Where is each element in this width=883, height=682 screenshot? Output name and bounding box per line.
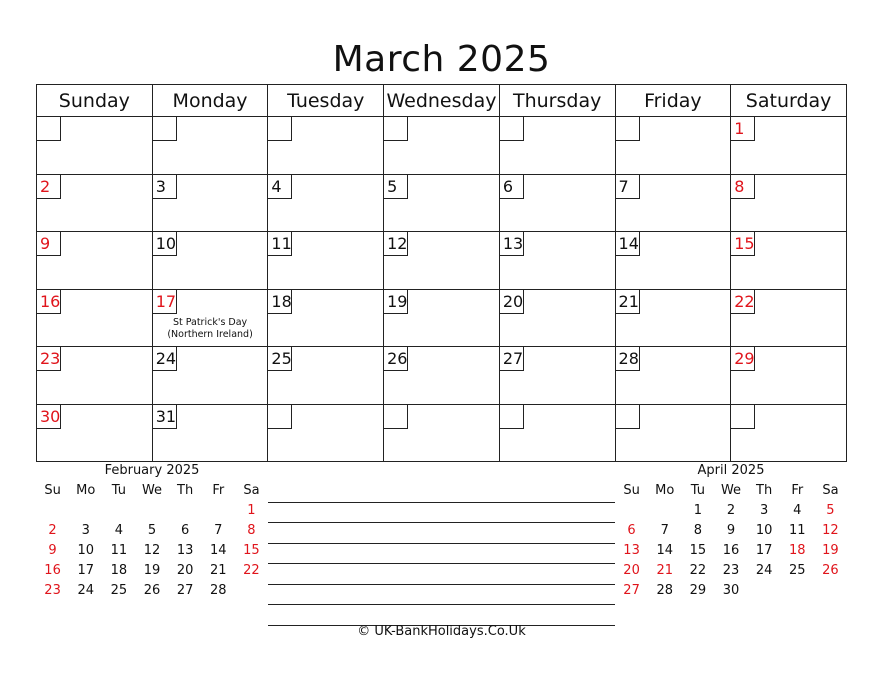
week-row bbox=[37, 347, 847, 405]
day-cell bbox=[37, 289, 153, 347]
day-number: 21 bbox=[616, 290, 640, 314]
mini-day: 18 bbox=[789, 542, 806, 558]
day-number bbox=[153, 117, 177, 141]
day-cell bbox=[152, 404, 268, 462]
week-row bbox=[37, 174, 847, 232]
mini-day: 19 bbox=[822, 542, 839, 558]
mini-calendar-table bbox=[36, 480, 268, 600]
day-number: 31 bbox=[153, 405, 177, 429]
day-number: 23 bbox=[37, 347, 61, 371]
mini-weekday: Fr bbox=[791, 482, 804, 498]
holiday-region: (Northern Ireland) bbox=[167, 328, 253, 340]
day-number bbox=[500, 117, 524, 141]
mini-day: 24 bbox=[755, 562, 773, 578]
mini-day: 22 bbox=[243, 562, 260, 578]
mini-day: 26 bbox=[143, 582, 161, 598]
mini-day: 22 bbox=[689, 562, 707, 578]
day-number: 26 bbox=[384, 347, 408, 371]
mini-day: 24 bbox=[77, 582, 94, 598]
day-cell bbox=[615, 347, 731, 405]
mini-day bbox=[235, 580, 268, 600]
day-number: 5 bbox=[384, 175, 408, 199]
day-number: 1 bbox=[731, 117, 755, 141]
mini-day: 26 bbox=[822, 562, 839, 578]
day-cell bbox=[268, 404, 384, 462]
copyright-footer: © UK-BankHolidays.Co.Uk bbox=[357, 624, 526, 639]
day-number: 13 bbox=[500, 232, 524, 256]
day-cell bbox=[152, 347, 268, 405]
mini-day: 2 bbox=[48, 522, 57, 538]
mini-week-row bbox=[615, 540, 847, 560]
mini-day: 21 bbox=[210, 562, 227, 578]
day-cell bbox=[499, 289, 615, 347]
day-cell bbox=[152, 174, 268, 232]
day-cell bbox=[731, 174, 847, 232]
day-number: 27 bbox=[500, 347, 524, 371]
week-row bbox=[37, 404, 847, 462]
day-number: 14 bbox=[616, 232, 640, 256]
mini-day: 7 bbox=[660, 522, 669, 538]
day-cell bbox=[384, 174, 500, 232]
mini-day: 13 bbox=[623, 542, 640, 558]
note-line bbox=[268, 605, 615, 626]
day-cell bbox=[499, 347, 615, 405]
mini-day: 17 bbox=[77, 562, 94, 578]
day-number bbox=[500, 405, 524, 429]
day-number: 24 bbox=[153, 347, 177, 371]
day-number: 20 bbox=[500, 290, 524, 314]
day-cell bbox=[499, 404, 615, 462]
day-cell bbox=[615, 289, 731, 347]
day-cell bbox=[152, 232, 268, 290]
mini-day: 18 bbox=[110, 562, 128, 578]
day-cell bbox=[731, 232, 847, 290]
notes-lines bbox=[268, 482, 615, 626]
day-number: 15 bbox=[731, 232, 755, 256]
page-title: March 2025 bbox=[332, 39, 551, 80]
weekday-header: Saturday bbox=[731, 85, 847, 117]
day-cell bbox=[731, 289, 847, 347]
week-row bbox=[37, 117, 847, 175]
day-number: 22 bbox=[731, 290, 755, 314]
mini-day: 11 bbox=[789, 522, 806, 538]
mini-day: 15 bbox=[689, 542, 707, 558]
mini-day bbox=[781, 580, 814, 600]
note-line bbox=[268, 503, 615, 524]
mini-weekday: Sa bbox=[243, 482, 260, 498]
mini-day: 28 bbox=[210, 582, 227, 598]
mini-day: 5 bbox=[147, 522, 157, 538]
mini-day: 27 bbox=[176, 582, 194, 598]
day-cell bbox=[615, 174, 731, 232]
mini-day: 6 bbox=[627, 522, 636, 538]
day-cell bbox=[37, 232, 153, 290]
mini-calendar-title: February 2025 bbox=[104, 463, 200, 478]
mini-day bbox=[36, 500, 69, 520]
mini-week-row bbox=[36, 580, 268, 600]
mini-weekday: We bbox=[141, 482, 163, 498]
mini-day: 8 bbox=[693, 522, 702, 538]
day-number bbox=[616, 117, 640, 141]
mini-day: 12 bbox=[822, 522, 839, 538]
weekday-header: Friday bbox=[615, 85, 731, 117]
day-cell bbox=[731, 404, 847, 462]
mini-week-row bbox=[36, 500, 268, 520]
day-number bbox=[268, 405, 292, 429]
day-number bbox=[616, 405, 640, 429]
mini-day: 30 bbox=[722, 582, 740, 598]
weekday-header: Monday bbox=[152, 85, 268, 117]
mini-weekday: Tu bbox=[690, 482, 705, 498]
mini-day: 25 bbox=[110, 582, 128, 598]
mini-day bbox=[69, 500, 102, 520]
mini-weekday: Th bbox=[756, 482, 773, 498]
day-number: 11 bbox=[268, 232, 292, 256]
mini-weekday-row bbox=[615, 480, 847, 500]
mini-day: 29 bbox=[689, 582, 707, 598]
mini-day: 2 bbox=[726, 502, 736, 518]
mini-day bbox=[135, 500, 168, 520]
day-cell bbox=[37, 347, 153, 405]
mini-day: 5 bbox=[826, 502, 835, 518]
day-number: 25 bbox=[268, 347, 292, 371]
mini-day bbox=[748, 580, 781, 600]
day-number: 7 bbox=[616, 175, 640, 199]
mini-week-row bbox=[36, 520, 268, 540]
holiday-note bbox=[153, 317, 268, 341]
day-cell bbox=[268, 117, 384, 175]
mini-weekday: Su bbox=[623, 482, 640, 498]
mini-day bbox=[102, 500, 135, 520]
day-cell bbox=[268, 232, 384, 290]
note-line bbox=[268, 544, 615, 565]
day-number: 10 bbox=[153, 232, 177, 256]
day-cell bbox=[615, 117, 731, 175]
mini-day: 20 bbox=[176, 562, 194, 578]
mini-day: 27 bbox=[623, 582, 640, 598]
mini-day: 3 bbox=[81, 522, 90, 538]
mini-day: 23 bbox=[722, 562, 740, 578]
day-cell bbox=[268, 347, 384, 405]
day-number: 6 bbox=[500, 175, 524, 199]
mini-weekday: Mo bbox=[655, 482, 675, 498]
week-row bbox=[37, 289, 847, 347]
mini-day: 11 bbox=[110, 542, 128, 558]
mini-week-row bbox=[36, 540, 268, 560]
day-number: 4 bbox=[268, 175, 292, 199]
day-number bbox=[731, 405, 755, 429]
mini-week-row bbox=[36, 560, 268, 580]
weekday-header: Tuesday bbox=[268, 85, 384, 117]
mini-week-row bbox=[615, 580, 847, 600]
mini-day bbox=[615, 500, 648, 520]
mini-day: 10 bbox=[77, 542, 94, 558]
day-cell bbox=[384, 117, 500, 175]
mini-day bbox=[814, 580, 847, 600]
mini-weekday: Th bbox=[177, 482, 194, 498]
mini-calendar-table bbox=[615, 480, 847, 600]
day-cell bbox=[268, 174, 384, 232]
day-number: 16 bbox=[37, 290, 61, 314]
note-line bbox=[268, 523, 615, 544]
mini-day bbox=[648, 500, 681, 520]
mini-week-row bbox=[615, 560, 847, 580]
day-number: 8 bbox=[731, 175, 755, 199]
holiday-name: St Patrick's Day bbox=[172, 316, 248, 328]
mini-day: 10 bbox=[755, 522, 773, 538]
day-number: 12 bbox=[384, 232, 408, 256]
day-number bbox=[384, 117, 408, 141]
mini-day: 9 bbox=[726, 522, 736, 538]
mini-weekday-row bbox=[36, 480, 268, 500]
day-number: 17 bbox=[153, 290, 177, 314]
weekday-header-row bbox=[37, 85, 847, 117]
mini-weekday: Sa bbox=[822, 482, 839, 498]
mini-day: 9 bbox=[48, 542, 57, 558]
day-number: 2 bbox=[37, 175, 61, 199]
note-line bbox=[268, 564, 615, 585]
day-cell bbox=[37, 117, 153, 175]
day-cell bbox=[37, 174, 153, 232]
mini-day: 12 bbox=[143, 542, 161, 558]
mini-day: 23 bbox=[44, 582, 61, 598]
weekday-header: Thursday bbox=[499, 85, 615, 117]
day-cell bbox=[615, 232, 731, 290]
mini-day: 20 bbox=[623, 562, 640, 578]
day-number: 3 bbox=[153, 175, 177, 199]
day-number: 9 bbox=[37, 232, 61, 256]
day-cell bbox=[731, 347, 847, 405]
day-cell bbox=[384, 289, 500, 347]
mini-day: 16 bbox=[44, 562, 61, 578]
month-grid bbox=[36, 84, 847, 462]
mini-week-row bbox=[615, 520, 847, 540]
day-cell bbox=[152, 289, 268, 347]
mini-day: 28 bbox=[656, 582, 673, 598]
mini-day: 13 bbox=[176, 542, 194, 558]
mini-weekday: Su bbox=[44, 482, 61, 498]
day-number bbox=[268, 117, 292, 141]
note-line bbox=[268, 585, 615, 606]
day-cell bbox=[615, 404, 731, 462]
mini-weekday: Fr bbox=[212, 482, 225, 498]
mini-day: 1 bbox=[247, 502, 256, 518]
mini-day: 6 bbox=[180, 522, 190, 538]
mini-weekday: Mo bbox=[76, 482, 96, 498]
day-cell bbox=[268, 289, 384, 347]
mini-day bbox=[169, 500, 202, 520]
day-cell bbox=[731, 117, 847, 175]
day-cell bbox=[499, 232, 615, 290]
mini-day: 8 bbox=[247, 522, 256, 538]
mini-day: 19 bbox=[143, 562, 161, 578]
weekday-header: Wednesday bbox=[384, 85, 500, 117]
day-number bbox=[384, 405, 408, 429]
mini-day: 17 bbox=[755, 542, 773, 558]
mini-calendar-next bbox=[615, 462, 847, 600]
mini-calendar-title: April 2025 bbox=[697, 463, 765, 478]
day-number: 28 bbox=[616, 347, 640, 371]
day-cell bbox=[499, 117, 615, 175]
day-cell bbox=[384, 347, 500, 405]
day-cell bbox=[384, 232, 500, 290]
mini-weekday: We bbox=[720, 482, 742, 498]
mini-day: 4 bbox=[114, 522, 123, 538]
mini-day: 25 bbox=[789, 562, 806, 578]
day-cell bbox=[499, 174, 615, 232]
day-number: 29 bbox=[731, 347, 755, 371]
day-cell bbox=[152, 117, 268, 175]
day-number bbox=[37, 117, 61, 141]
note-line bbox=[268, 482, 615, 503]
mini-weekday: Tu bbox=[111, 482, 126, 498]
mini-day: 7 bbox=[214, 522, 223, 538]
mini-day bbox=[202, 500, 235, 520]
day-cell bbox=[384, 404, 500, 462]
mini-day: 14 bbox=[210, 542, 227, 558]
mini-week-row bbox=[615, 500, 847, 520]
week-row bbox=[37, 232, 847, 290]
mini-calendar-previous bbox=[36, 462, 268, 600]
day-cell bbox=[37, 404, 153, 462]
mini-day: 14 bbox=[656, 542, 673, 558]
day-number: 19 bbox=[384, 290, 408, 314]
day-number: 30 bbox=[37, 405, 61, 429]
mini-day: 16 bbox=[722, 542, 740, 558]
mini-day: 1 bbox=[693, 502, 702, 518]
mini-day: 21 bbox=[656, 562, 673, 578]
weekday-header: Sunday bbox=[37, 85, 153, 117]
mini-day: 3 bbox=[759, 502, 769, 518]
mini-day: 4 bbox=[793, 502, 802, 518]
mini-day: 15 bbox=[243, 542, 260, 558]
day-number: 18 bbox=[268, 290, 292, 314]
